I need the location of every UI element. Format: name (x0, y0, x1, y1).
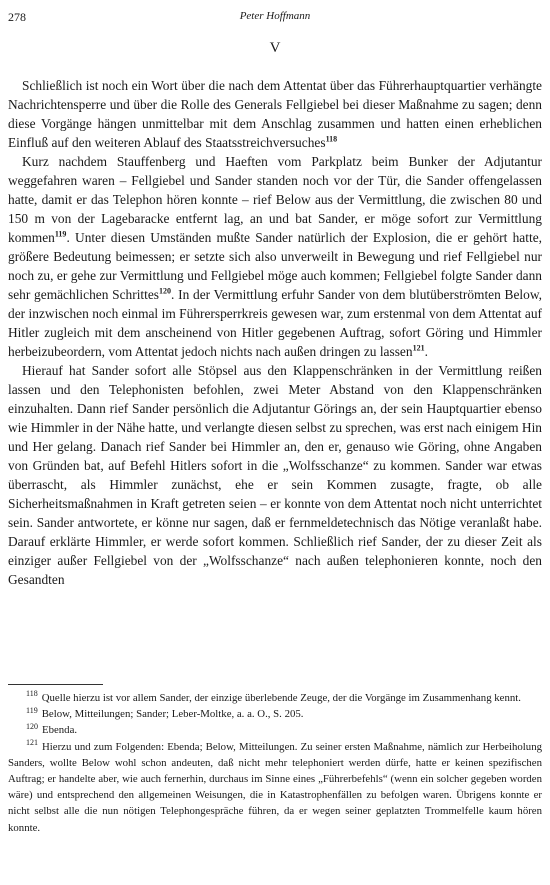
body-paragraph (8, 361, 542, 589)
footnote-reference: 121 (412, 343, 425, 353)
page-number: 278 (8, 10, 26, 24)
footnotes (8, 690, 542, 836)
running-head: Peter Hoffmann (239, 10, 311, 22)
footnote (8, 706, 542, 722)
footnote-number: 118 (26, 689, 38, 699)
footnote (8, 739, 542, 836)
paragraph-text: Kurz nachdem Stauffenberg und Haeften vom Parkplatz beim Bunker der Adjutantur weggefahren waren – Fellgiebel und Sander standen noch vor der Tür, die Sander offengelassen hatte, damit er das Telephon hören konnte – rief Below aus der Vermittlung, die zwischen 80 und 150 m von der Lagebaracke entfernt lag, an und bat Sander, er möge sofort zur Vermittlung kommen (8, 154, 542, 245)
footnote (8, 722, 542, 738)
footnote-number: 121 (26, 738, 38, 748)
paragraph-text: . In der Vermittlung erfuhr Sander von dem blutüberströmten Below, der inzwischen noch einmal im Führersperrkreis gewesen war, zum erstenmal von dem Attentat auf Hitler zugleich mit dem anscheinend von Hitler gegebenen Auftrag, sofort Göring und Himmler herbeizubeordern, vom Attentat jedoch nichts nach außen dringen zu lassen (8, 287, 542, 359)
body-text (8, 76, 542, 589)
footnote-text: Hierzu und zum Folgenden: Ebenda; Below, Mitteilungen. Zu seiner ersten Maßnahme, nämlich zur Herbeiholung Sanders, wollte Below wohl schon andeuten, daß nicht mehr telephoniert werden dürfe, hatte er keinen spezifischen Auftrag; er handelte aber, wie auch fernerhin, durchaus im Sinne eines „Führerbefehls“ (wenn ein solcher gegeben worden wäre) und entsprechend den allgemeinen Weisungen, die in Katastrophenfällen zu befolgen waren. Übrigens konnte er nicht selbst alle die nun nötigen Telephongespräche führen, da er wegen seiner geplatzten Trommelfelle kaum hören konnte. (8, 740, 542, 834)
paragraph-text: . (424, 344, 428, 359)
footnote-text: Quelle hierzu ist vor allem Sander, der einzige überlebende Zeuge, der die Vorgänge im Zusammenhang kennt. (41, 692, 521, 704)
footnote-text: Ebenda. (42, 724, 78, 737)
footnote-reference: 119 (54, 229, 67, 239)
body-paragraph (8, 152, 542, 361)
footnote-reference: 118 (325, 134, 338, 144)
footnote-number: 119 (26, 705, 38, 715)
footnote-number: 120 (26, 721, 38, 731)
paragraph-text: . Unter diesen Umständen mußte Sander natürlich der Explosion, die er gehört hatte, größere Bedeutung beimessen; er setzte sich also unverweilt in Bewegung und rief Fellgiebel nur noch zu, er gehe zur Vermittlung und Fellgiebel möge auch kommen; Fellgiebel folgte Sander dann sehr gemächlichen Schrittes (8, 230, 542, 302)
footnote-divider (8, 684, 103, 685)
paragraph-text: Hierauf hat Sander sofort alle Stöpsel aus den Klappenschränken in der Vermittlung reißen lassen und den Telephonisten befohlen, zwei Meter Abstand von den Klappenschränken einzuhalten. Dann rief Sander persönlich die Adjutantur Görings an, der sein Hauptquartier ebenso wie Himmler in der Nähe hatte, und verlangte diesen selbst zu sprechen, was erst nach einigem Hin und Her gelang. Danach rief Sander bei Himmler an, den er, genauso wie Göring, ohne Angaben von Gründen bat, auf Befehl Hitlers sofort in die „Wolfsschanze“ zu kommen. Sander war etwas überrascht, als Himmler zunächst, ehe er sein Kommen zusagte, fragte, ob alle Sicherheitsmaßnahmen in Kraft getreten seien – er konnte von dem Attentat noch nicht unterrichtet sein. Sander antwortete, er könne nur sagen, daß er fernmeldetechnisch das Nötige veranlaßt habe. Darauf erklärte Himmler, er werde sofort kommen. Schließlich rief Sander, der zu dieser Zeit als einziger außer Fellgiebel von der „Wolfsschanze“ nach außen telephonieren konnte, noch den Gesandten (8, 363, 542, 587)
page-header (8, 10, 542, 26)
section-numeral: V (269, 40, 281, 56)
paragraph-text: Schließlich ist noch ein Wort über die nach dem Attentat über das Führerhauptquartier verhängte Nachrichtensperre und über die Rolle des Generals Fellgiebel bei dieser Maßnahme zu sagen; denn diese Vorgänge hängen unmittelbar mit dem Anschlag zusammen und hatten einen erheblichen Einfluß auf den weiteren Ablauf des Staatsstreichversuches (8, 78, 542, 150)
footnote-reference: 120 (159, 286, 172, 296)
footnote (8, 690, 542, 706)
footnote-text: Below, Mitteilungen; Sander; Leber-Moltke, a. a. O., S. 205. (41, 708, 304, 721)
body-paragraph (8, 76, 542, 152)
